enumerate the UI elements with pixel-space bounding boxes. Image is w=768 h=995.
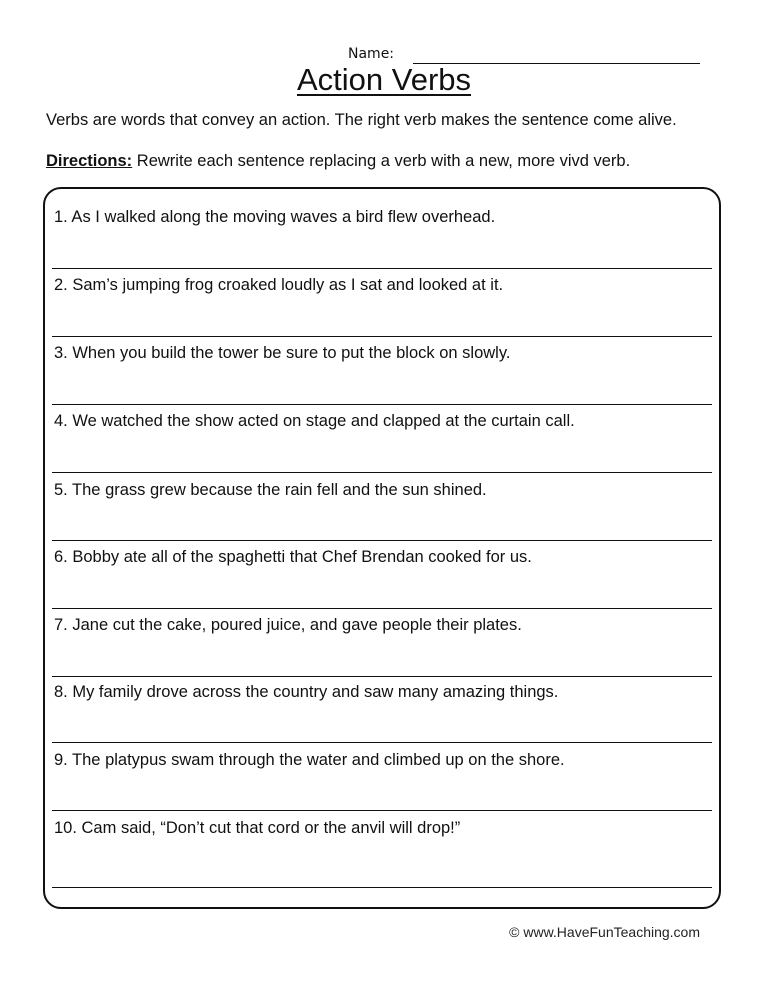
item-5-answer-line[interactable] xyxy=(52,540,712,541)
directions-text: Rewrite each sentence replacing a verb with a new, more vivd verb. xyxy=(132,152,631,170)
item-2-answer-line[interactable] xyxy=(52,336,712,337)
item-5-sentence: 5. The grass grew because the rain fell and the sun shined. xyxy=(54,481,487,499)
item-3-sentence: 3. When you build the tower be sure to put the block on slowly. xyxy=(54,344,511,362)
item-3-answer-line[interactable] xyxy=(52,404,712,405)
item-1-answer-line[interactable] xyxy=(52,268,712,269)
item-6-answer-line[interactable] xyxy=(52,608,712,609)
item-10-sentence: 10. Cam said, “Don’t cut that cord or the anvil will drop!” xyxy=(54,819,461,837)
item-9-sentence: 9. The platypus swam through the water and climbed up on the shore. xyxy=(54,751,565,769)
item-2-sentence: 2. Sam’s jumping frog croaked loudly as I sat and looked at it. xyxy=(54,276,504,294)
item-8-answer-line[interactable] xyxy=(52,742,712,743)
item-6-sentence: 6. Bobby ate all of the spaghetti that Chef Brendan cooked for us. xyxy=(54,548,532,566)
copyright-footer: © www.HaveFunTeaching.com xyxy=(509,924,700,940)
page-title: Action Verbs xyxy=(296,62,472,97)
intro-text: Verbs are words that convey an action. The right verb makes the sentence come alive. xyxy=(46,111,677,129)
item-9-answer-line[interactable] xyxy=(52,810,712,811)
item-7-answer-line[interactable] xyxy=(52,676,712,677)
item-10-answer-line[interactable] xyxy=(52,887,712,888)
item-4-answer-line[interactable] xyxy=(52,472,712,473)
directions-label: Directions: xyxy=(46,152,133,170)
name-label: Name: xyxy=(348,46,395,62)
item-4-sentence: 4. We watched the show acted on stage and clapped at the curtain call. xyxy=(54,412,575,430)
item-1-sentence: 1. As I walked along the moving waves a bird flew overhead. xyxy=(54,208,496,226)
directions xyxy=(46,151,726,171)
item-7-sentence: 7. Jane cut the cake, poured juice, and gave people their plates. xyxy=(54,616,522,634)
item-8-sentence: 8. My family drove across the country and saw many amazing things. xyxy=(54,683,559,701)
